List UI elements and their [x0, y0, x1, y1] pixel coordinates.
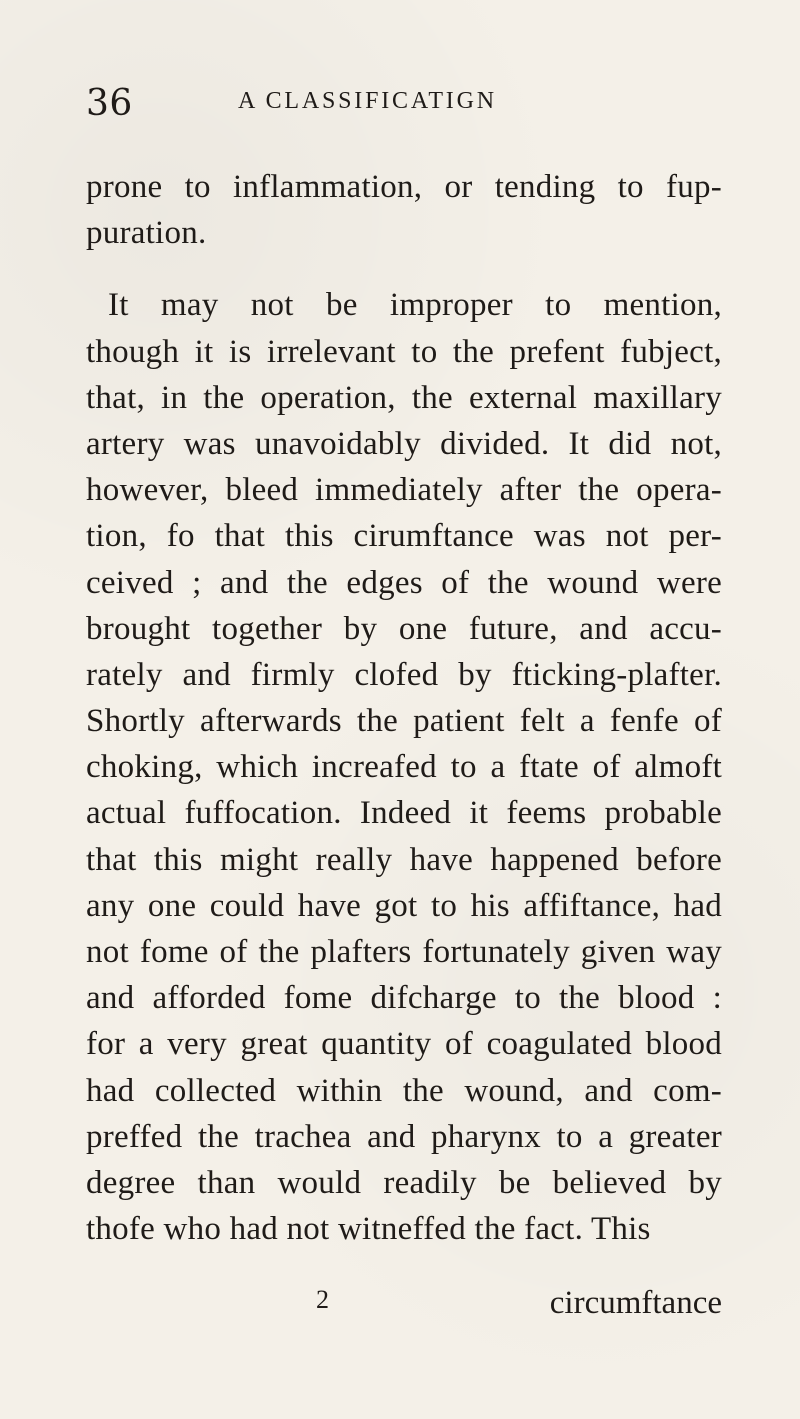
body-line: prone to inflammation, or tending to fup- [86, 169, 722, 205]
page-footer [86, 1285, 722, 1333]
body-line: that this might really have happened before [86, 841, 722, 878]
running-head: A CLASSIFICATIGN [238, 88, 497, 114]
body-line: though it is irrelevant to the prefent fubject, [86, 333, 722, 370]
page-header [86, 83, 716, 134]
body-line: for a very great quantity of coagulated blood [86, 1026, 722, 1063]
body-line: puration. [86, 215, 207, 252]
body-line: rately and firmly clofed by fticking-plafter. [86, 656, 722, 693]
body-line: and afforded fome difcharge to the blood : [86, 980, 722, 1017]
catchword: circumftance [549, 1285, 722, 1321]
body-line: tion, fo that this cirumftance was not per- [86, 518, 722, 555]
signature-mark: 2 [316, 1285, 329, 1314]
paragraph-gap [86, 256, 722, 282]
body-line: thofe who had not witneffed the fact. This [86, 1211, 651, 1248]
page-number: 36 [86, 83, 133, 124]
body-line: not fome of the plafters fortunately given way [86, 934, 722, 970]
body-line: choking, which increafed to a ftate of almoft [86, 749, 722, 786]
body-line: Shortly afterwards the patient felt a fenfe of [86, 703, 722, 740]
body-line: preffed the trachea and pharynx to a greater [86, 1118, 722, 1155]
body-line: any one could have got to his affiftance, had [86, 887, 722, 924]
body-line: artery was unavoidably divided. It did not, [86, 425, 722, 462]
body-line: however, bleed immediately after the opera- [86, 472, 722, 509]
body-line: It may not be improper to mention, [108, 287, 722, 324]
page-body [86, 164, 722, 1252]
body-line: had collected within the wound, and com- [86, 1072, 722, 1109]
body-line: degree than would readily be believed by [86, 1164, 722, 1201]
body-line: brought together by one future, and accu- [86, 610, 722, 647]
body-line: ceived ; and the edges of the wound were [86, 564, 722, 601]
body-line: actual fuffocation. Indeed it feems probable [86, 795, 722, 832]
body-line: that, in the operation, the external maxillary [86, 379, 722, 416]
